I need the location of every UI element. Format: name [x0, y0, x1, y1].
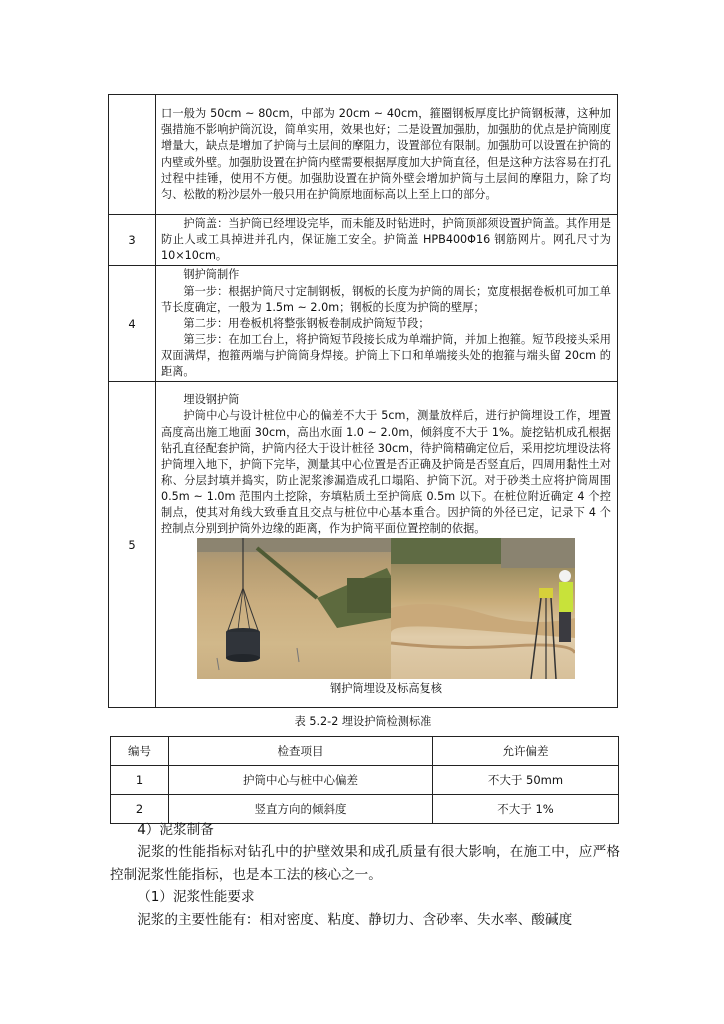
row-number: 5: [109, 382, 156, 708]
table-cell: 不大于 50mm: [433, 766, 619, 795]
body-paragraph: 泥浆的主要性能有：相对密度、粘度、静切力、含砂率、失水率、酸碱度: [137, 911, 573, 928]
paragraph: 口一般为 50cm ~ 80cm，中部为 20cm ~ 40cm，箍圈钢板厚度比护筒钢板薄，这种加强措施不影响护筒沉设，简单实用，效果也好；二是设置加强肋，加强肋的优点是护筒刚度增量大，缺点是增加了护筒与土层间的摩阻力，设置部位有限制。加强肋可以设置在护筒的内壁或外壁。加强肋设置在护筒内壁需要根据厚度加大护筒直径，但是这种方法容易在打孔过程中挂锤，使用不方便。加强肋设置在护筒外壁会增加护筒与土层间的摩阻力，除了均匀、松散的粉沙层外一般只用在护筒原地面标高以上至上口的部分。: [161, 107, 611, 201]
table-cell: 护筒中心与桩中心偏差: [169, 766, 433, 795]
body-section: [110, 819, 620, 931]
construction-steps-table: [108, 94, 618, 708]
table-row: [109, 382, 618, 708]
table-cell: 2: [111, 795, 169, 824]
row-number: [109, 95, 156, 215]
section-heading: 4）泥浆制备: [137, 822, 214, 838]
column-header: 允许偏差: [433, 737, 619, 766]
paragraph: 第二步：用卷板机将整张钢板卷制成护筒短节段；: [183, 316, 430, 330]
photo-group: [161, 538, 611, 679]
table-row: [109, 95, 618, 215]
paragraph: 埋设钢护筒: [183, 393, 240, 407]
row-content: [156, 266, 618, 382]
table-cell: 不大于 1%: [433, 795, 619, 824]
row-number: 4: [109, 266, 156, 382]
table-row: [111, 766, 619, 795]
column-header: 检查项目: [169, 737, 433, 766]
table-cell: 竖直方向的倾斜度: [169, 795, 433, 824]
paragraph: 护筒盖：当护筒已经埋设完毕，而未能及时钻进时，护筒顶部须设置护筒盖。其作用是防止人或工具掉进并孔内，保证施工安全。护筒盖 HPB400Φ16 钢筋网片。网孔尺寸为 10×10cm。: [161, 217, 611, 263]
casing-lifting-photo: [197, 538, 391, 679]
sub-heading: （1）泥浆性能要求: [137, 889, 255, 906]
row-number: 3: [109, 215, 156, 266]
table-title: 表 5.2-2 埋设护筒检测标准: [294, 715, 432, 728]
row-content: [156, 215, 618, 266]
table-header-row: [111, 737, 619, 766]
paragraph: 第三步：在加工台上，将护筒短节段接长成为单端护筒，并加上抱箍。短节段接头采用双面满焊，抱箍两端与护筒筒身焊接。护筒上下口和单端接头处的抱箍与端头留 20cm 的距离。: [161, 332, 611, 379]
row-content: [156, 382, 618, 708]
row-content: [156, 95, 618, 215]
table-row: [109, 266, 618, 382]
photo-caption: 钢护筒埋设及标高复核: [330, 682, 442, 696]
table-row: [109, 215, 618, 266]
paragraph: 护筒中心与设计桩位中心的偏差不大于 5cm，测量放样后，进行护筒埋设工作，埋置高度高出施工地面 30cm，高出水面 1.0 ~ 2.0m，倾斜度不大于 1%。旋挖钻机成孔根据钻孔直径配套护筒，护筒内径大于设计桩径 30cm，待护筒精确定位后，采用挖坑埋设法将护筒埋入地下，护筒下完毕，测量其中心位置是否正确及护筒是否竖直后，四周用黏性土对称、分层封填并捣实，防止泥浆渗漏造成孔口塌陷、护筒下沉。对于砂类土应将护筒周围 0.5m ~ 1.0m 范围内土挖除，夯填粘质土至护筒底 0.5m 以下。在桩位附近确定 4 个控制点，使其对角线大致垂直且交点与桩位中心基本重合。因护筒的外径已定，记录下 4 个控制点分别到护筒外边缘的距离，作为护筒平面位置控制的依据。: [161, 409, 611, 536]
paragraph: 第一步：根据护筒尺寸定制钢板，钢板的长度为护筒的周长；宽度根据卷板机可加工单节长度确定，一般为 1.5m ~ 2.0m；钢板的长度为护筒的壁厚；: [161, 284, 611, 314]
paragraph: 钢护筒制作: [183, 268, 240, 282]
table-cell: 1: [111, 766, 169, 795]
elevation-survey-photo: [391, 538, 575, 679]
body-paragraph: 泥浆的性能指标对钻孔中的护壁效果和成孔质量有很大影响，在施工中，应严格控制泥浆性能指标，也是本工法的核心之一。: [110, 844, 620, 883]
inspection-standard-table: [110, 736, 619, 824]
column-header: 编号: [111, 737, 169, 766]
